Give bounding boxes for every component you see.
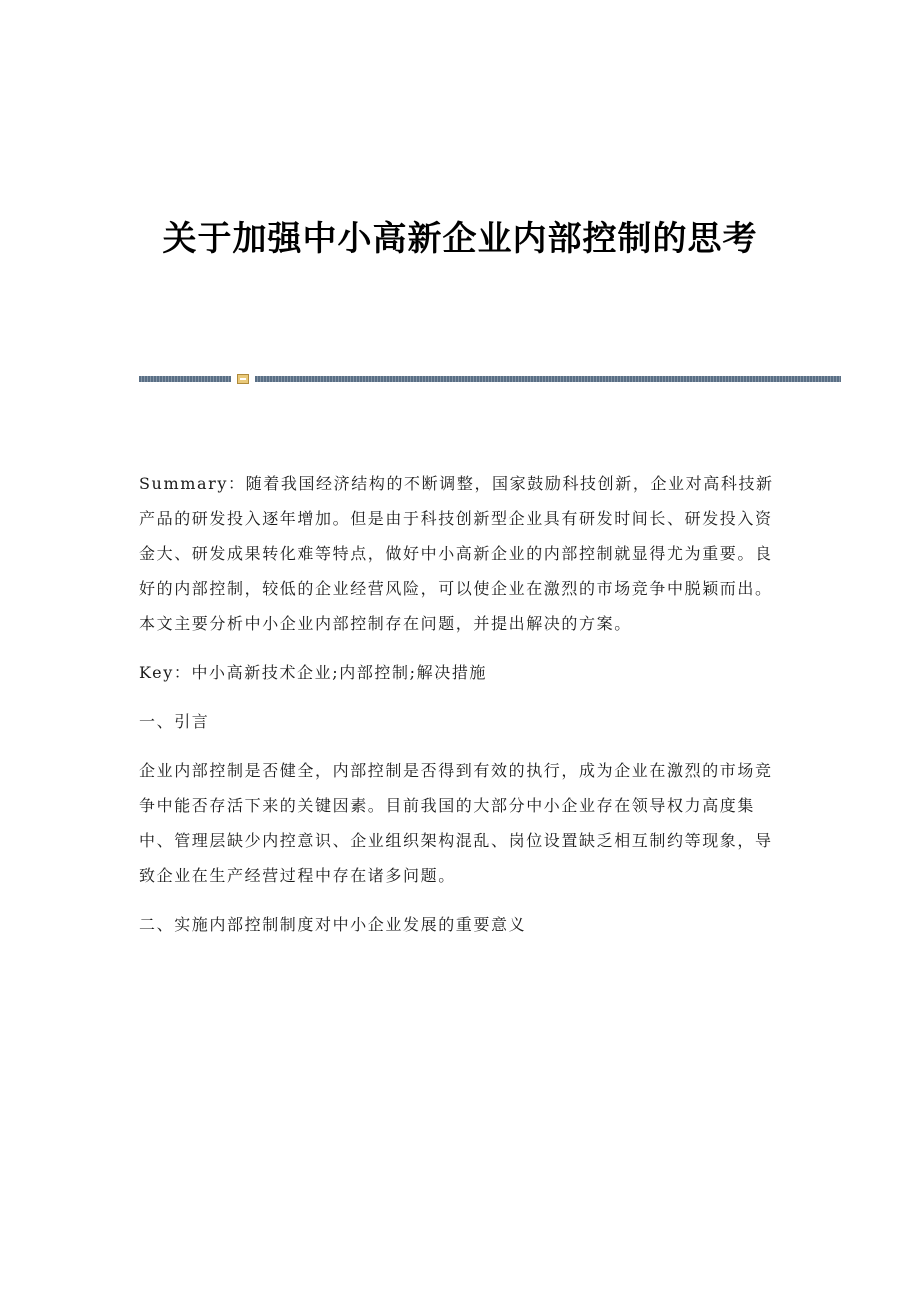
document-body — [139, 466, 784, 956]
section1-heading: 一、引言 — [139, 712, 210, 731]
document-title: 关于加强中小高新企业内部控制的思考 — [162, 219, 758, 259]
divider-bar-left — [139, 376, 231, 382]
divider-ornament-icon — [237, 374, 249, 384]
section1-paragraph: 企业内部控制是否健全，内部控制是否得到有效的执行，成为企业在激烈的市场竞争中能否存活下来的关键因素。目前我国的大部分中小企业存在领导权力高度集中、管理层缺少内控意识、企业组织架构混乱、岗位设置缺乏相互制约等现象，导致企业在生产经营过程中存在诸多问题。 — [139, 761, 773, 885]
keywords-paragraph — [139, 655, 784, 690]
keywords-text: 中小高新技术企业;内部控制;解决措施 — [191, 663, 488, 682]
keywords-label: Key： — [139, 663, 192, 682]
summary-paragraph — [139, 466, 784, 641]
summary-text: 随着我国经济结构的不断调整，国家鼓励科技创新，企业对高科技新产品的研发投入逐年增加。但是由于科技创新型企业具有研发时间长、研发投入资金大、研发成果转化难等特点，做好中小高新企业的内部控制就显得尤为重要。良好的内部控制，较低的企业经营风险，可以使企业在激烈的市场竞争中脱颖而出。本文主要分析中小企业内部控制存在问题，并提出解决的方案。 — [139, 474, 774, 633]
title-divider — [139, 374, 841, 384]
divider-bar-right — [255, 376, 841, 382]
summary-label: Summary： — [139, 474, 246, 493]
section2-heading: 二、实施内部控制制度对中小企业发展的重要意义 — [139, 915, 527, 934]
